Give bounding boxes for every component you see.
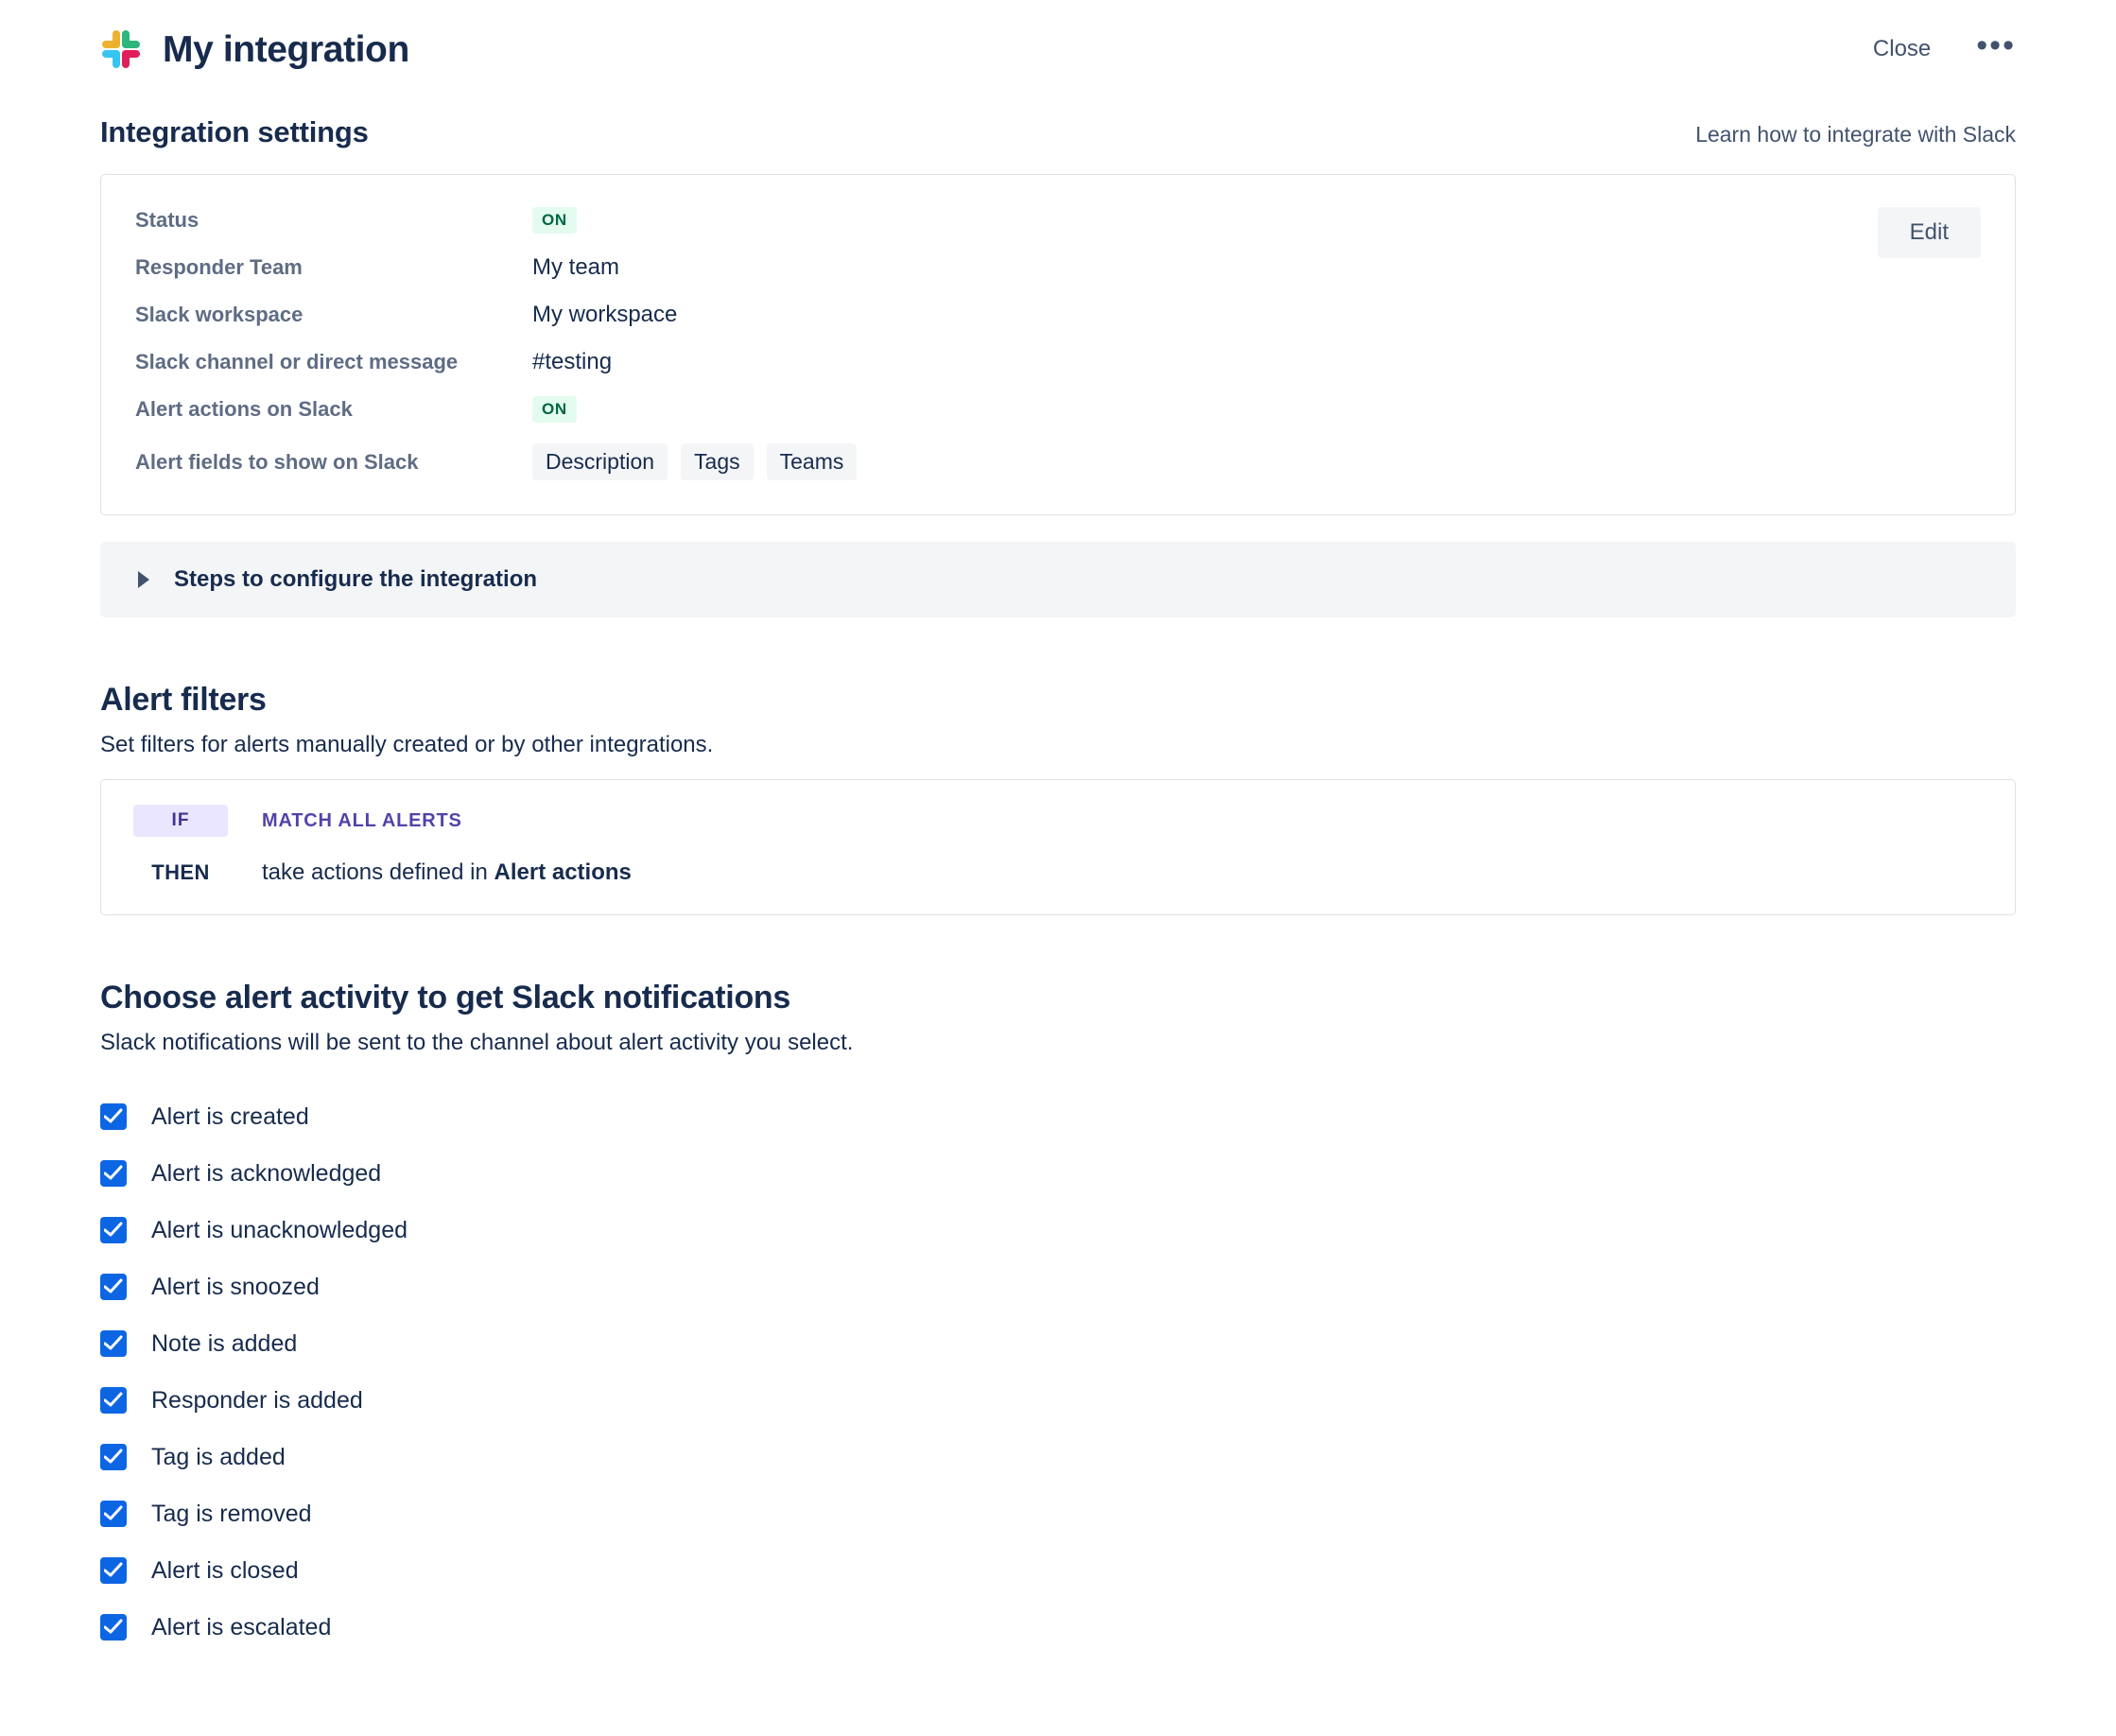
checkbox-label: Alert is escalated bbox=[151, 1613, 332, 1641]
chip-tags: Tags bbox=[681, 443, 754, 480]
checkbox-checked-icon[interactable] bbox=[100, 1330, 127, 1357]
match-condition-label[interactable]: MATCH ALL ALERTS bbox=[262, 809, 462, 831]
checkbox-checked-icon[interactable] bbox=[100, 1501, 127, 1527]
steps-to-configure-label: Steps to configure the integration bbox=[174, 566, 538, 592]
chevron-right-icon bbox=[138, 571, 149, 588]
close-button[interactable]: Close bbox=[1872, 35, 1932, 61]
setting-value-slack-channel: #testing bbox=[532, 349, 613, 374]
checkbox-checked-icon[interactable] bbox=[100, 1444, 127, 1470]
setting-value-status bbox=[532, 207, 1981, 234]
setting-label-alert-fields: Alert fields to show on Slack bbox=[135, 449, 419, 474]
checkbox-alert-is-snoozed[interactable] bbox=[100, 1259, 2016, 1315]
checkbox-label: Tag is added bbox=[151, 1443, 286, 1470]
setting-label-slack-workspace: Slack workspace bbox=[135, 303, 304, 326]
checkbox-checked-icon[interactable] bbox=[100, 1103, 127, 1130]
setting-value-slack-workspace: My workspace bbox=[532, 302, 678, 327]
setting-value-responder-team: My team bbox=[532, 254, 620, 280]
page-title: My integration bbox=[163, 28, 409, 70]
learn-how-to-integrate-link[interactable]: Learn how to integrate with Slack bbox=[1695, 122, 2016, 147]
setting-label-alert-actions: Alert actions on Slack bbox=[135, 397, 353, 421]
setting-label-status: Status bbox=[135, 208, 199, 232]
chip-teams: Teams bbox=[767, 443, 858, 480]
checkbox-alert-is-unacknowledged[interactable] bbox=[100, 1202, 2016, 1259]
if-badge: IF bbox=[133, 805, 228, 837]
more-options-icon[interactable]: ••• bbox=[1976, 26, 2016, 63]
checkbox-checked-icon[interactable] bbox=[100, 1387, 127, 1414]
alert-filters-title: Alert filters bbox=[100, 682, 267, 718]
integration-settings-header bbox=[100, 115, 2016, 149]
alert-filters-card bbox=[100, 779, 2016, 915]
header-right bbox=[1872, 26, 2016, 63]
status-badge: ON bbox=[532, 207, 577, 234]
checkbox-label: Alert is acknowledged bbox=[151, 1159, 382, 1187]
then-bold: Alert actions bbox=[494, 859, 632, 885]
checkbox-label: Alert is unacknowledged bbox=[151, 1216, 408, 1243]
checkbox-checked-icon[interactable] bbox=[100, 1557, 127, 1584]
alert-fields-chips bbox=[532, 443, 1981, 480]
filter-if-row bbox=[133, 805, 1983, 837]
checkbox-tag-is-removed[interactable] bbox=[100, 1485, 2016, 1542]
then-description bbox=[262, 859, 632, 886]
checkbox-alert-is-escalated[interactable] bbox=[100, 1599, 2016, 1656]
checkbox-label: Responder is added bbox=[151, 1386, 363, 1414]
alert-activity-checkbox-list bbox=[100, 1088, 2016, 1656]
then-label: THEN bbox=[151, 860, 210, 884]
setting-label-responder-team: Responder Team bbox=[135, 255, 303, 279]
checkbox-tag-is-added[interactable] bbox=[100, 1429, 2016, 1485]
checkbox-alert-is-created[interactable] bbox=[100, 1088, 2016, 1145]
edit-button[interactable]: Edit bbox=[1878, 207, 1981, 258]
chip-description: Description bbox=[532, 443, 668, 480]
settings-grid bbox=[135, 207, 1981, 480]
checkbox-note-is-added[interactable] bbox=[100, 1315, 2016, 1372]
alert-activity-title: Choose alert activity to get Slack notifications bbox=[100, 980, 790, 1016]
checkbox-label: Note is added bbox=[151, 1329, 298, 1357]
header-left bbox=[100, 28, 409, 70]
setting-value-alert-actions bbox=[532, 396, 1981, 423]
checkbox-alert-is-closed[interactable] bbox=[100, 1542, 2016, 1599]
integration-settings-title: Integration settings bbox=[100, 115, 369, 148]
checkbox-checked-icon[interactable] bbox=[100, 1217, 127, 1243]
alert-filters-subtitle: Set filters for alerts manually created or by other integrations. bbox=[100, 732, 714, 757]
checkbox-responder-is-added[interactable] bbox=[100, 1372, 2016, 1429]
checkbox-checked-icon[interactable] bbox=[100, 1274, 127, 1300]
integration-settings-card bbox=[100, 174, 2016, 515]
filter-then-row bbox=[133, 859, 1983, 886]
checkbox-label: Tag is removed bbox=[151, 1500, 312, 1527]
checkbox-checked-icon[interactable] bbox=[100, 1160, 127, 1187]
checkbox-label: Alert is created bbox=[151, 1102, 309, 1130]
page-header bbox=[100, 0, 2016, 70]
then-prefix: take actions defined in bbox=[262, 859, 494, 885]
checkbox-label: Alert is closed bbox=[151, 1556, 299, 1584]
checkbox-alert-is-acknowledged[interactable] bbox=[100, 1145, 2016, 1202]
setting-label-slack-channel: Slack channel or direct message bbox=[135, 350, 459, 373]
checkbox-label: Alert is snoozed bbox=[151, 1273, 320, 1300]
alert-actions-status-badge: ON bbox=[532, 396, 577, 423]
steps-to-configure-accordion[interactable] bbox=[100, 542, 2016, 617]
slack-logo-icon bbox=[100, 28, 142, 70]
alert-activity-subtitle: Slack notifications will be sent to the channel about alert activity you select. bbox=[100, 1030, 854, 1055]
checkbox-checked-icon[interactable] bbox=[100, 1614, 127, 1641]
